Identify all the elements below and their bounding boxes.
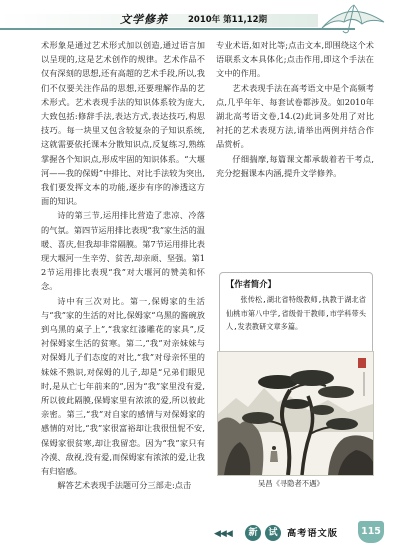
pine-tree-painting-image bbox=[218, 352, 373, 475]
footer-edition-label: 高考语文版 bbox=[287, 528, 338, 539]
painting-caption: 吴昌《寻隐者不遇》 bbox=[258, 479, 324, 488]
page-number: 115 bbox=[358, 521, 384, 543]
paragraph: 仔细揣摩,每篇课文都承载着若干考点,充分挖掘课本内涵,提升文学修养。 bbox=[216, 153, 374, 178]
footer-badge: 新 bbox=[245, 525, 261, 541]
author-bio-text: 张传松,湖北省特级教师,执教于湖北省仙桃市第八中学,省级骨干教师,市学科带头人,发表教研文章多篇。 bbox=[226, 295, 366, 331]
paragraph: 艺术表现手法在高考语文中是个高频考点,几乎年年、每套试卷都涉及。如2010年湖北高考语文卷,14.(2)此词多处用了对比衬托的艺术表现方法,请举出两例并结合作品赏析。 bbox=[216, 82, 374, 150]
footer-badge: 试 bbox=[265, 525, 281, 541]
left-text-column bbox=[41, 38, 205, 493]
paragraph: 解答艺术表现手法题可分三部走:点击 bbox=[57, 480, 192, 491]
paragraph: 诗中有三次对比。第一,保姆家的生活与“我”家的生活的对比,保姆家“乌黑的酱碗放到乌黑的桌子上”,“我家红漆雕花的家具”,反衬保姆家生活的贫寒。第二,“我”对亲妹妹与对保姆儿子们态度的对比,“我”对母亲怀里的妹妹不熟识,对保姆的儿子,却是“兄弟们眼见时,是从亡七年前来的”,因为“我”家里没有爱,所以彼此隔膜,保姆家里有浓浓的爱,所以彼此亲密。第三,“我”对自家的感情与对保姆家的感情的对比,“我”家很富裕却让我很忸怩不安,保姆家很贫寒,却让我留恋。因为“我”家只有冷漠、敌视,没有爱,而保姆家有浓浓的爱,让我有归宿感。 bbox=[41, 295, 205, 477]
section-title: 文学修养 bbox=[120, 13, 168, 26]
paragraph: 专业术语,如对比等;点击文本,即围绕这个术语联系文本具体化;点击作用,即这个手法在文中的作用。 bbox=[216, 40, 374, 79]
paragraph: 诗的第三节,运用排比营造了悲凉、冷落的气氛。第四节运用排比表现“我”家生活的温暖、喜庆,但我却非常隔膜。第7节运用排比表现大堰河一生辛劳、贫苦,却亲顽、坚强。第12节运用排比表现“我”对大堰河的赞美和怀念。 bbox=[41, 210, 205, 292]
header-rule bbox=[0, 28, 355, 30]
issue-label: 2010年 第11,12期 bbox=[188, 15, 268, 25]
landscape-painting bbox=[217, 351, 374, 476]
footer-arrows-icon: ◀◀◀ bbox=[214, 529, 232, 539]
umbrella-logo-icon bbox=[318, 2, 388, 34]
right-text-column bbox=[216, 38, 374, 180]
author-bio-title: 【作者简介】 bbox=[226, 279, 276, 289]
paragraph: 术形象是通过艺术形式加以创造,通过语言加以呈现的,这是艺术创作的规律。艺术作品不仅有深刻的思想,还有高超的艺术手段,所以,我们不仅要关注作品的思想,还要理解作品的艺术形式。艺术表现手法的知识体系较为庞大,大致包括:修辞手法,表达方式,表达技巧,构思技巧。每一块里又包含较复杂的子知识系统,这就需要依托课本分散知识点,反复练习,熟练掌握各个知识点,形成牢固的知识体系。“大堰河——我的保姆”中排比、对比手法较为突出,我们要发挥文本的功能,逐步有序的渗透这方面的知识。 bbox=[41, 40, 205, 207]
